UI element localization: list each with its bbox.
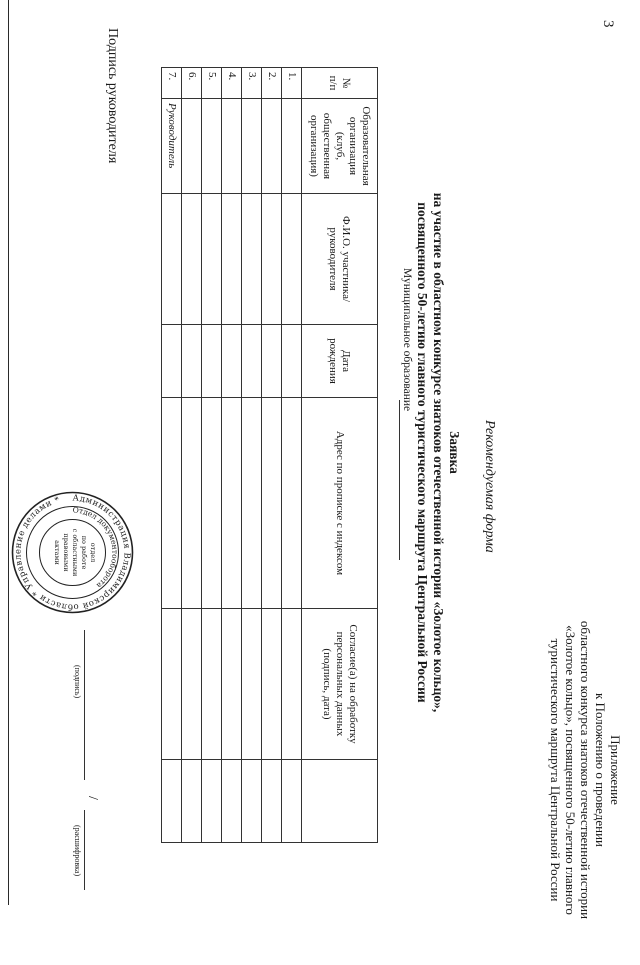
seal-middle-text: Отдел документооборота [72,505,120,591]
seal-center-line: отдел [89,542,97,563]
table-row [282,68,302,843]
table-cell[interactable] [282,760,302,843]
header-cell-extra [302,760,378,843]
page-number: 3 [600,20,616,28]
table-cell[interactable] [182,609,202,760]
header-cell-address: Адрес по прописке с индексом [302,398,378,609]
application-title: Заявка [447,431,462,474]
municipality-label: Муниципальное образование [401,268,413,412]
table-cell[interactable] [202,760,222,843]
seal-center-line: с областными [71,528,79,577]
table-row [242,68,262,843]
row-number: 3. [242,68,262,99]
appendix-line: туристического маршрута Центральной России [548,638,563,902]
table-cell[interactable] [222,325,242,398]
table-cell[interactable] [162,194,182,325]
table-cell[interactable] [282,609,302,760]
table-cell[interactable] [262,194,282,325]
header-cell-birth-date: Дата рождения [302,325,378,398]
municipality-fill-line [399,400,400,560]
table-cell[interactable] [222,398,242,609]
seal-center-line: актами [53,540,61,565]
appendix-line: к Положению о проведении [593,692,608,848]
signature-line [84,630,85,780]
table-cell[interactable] [242,99,262,194]
table-cell[interactable] [222,99,242,194]
table-cell[interactable] [282,99,302,194]
table-cell[interactable] [222,609,242,760]
table-row [262,68,282,843]
appendix-line: «Золотое кольцо», посвященного 50-летию главного [563,625,578,915]
recommended-form-label: Рекомендуемая форма [482,420,497,553]
signature-label: Подпись руководителя [105,28,120,164]
table-cell[interactable] [222,760,242,843]
signature-caption: (подпись) [73,665,82,699]
table-cell[interactable] [242,609,262,760]
application-title-block [414,0,462,905]
header-cell-organization: Образовательная организация (клуб, общественная организация) [302,99,378,194]
table-cell[interactable] [202,325,222,398]
table-row [162,68,182,843]
table-cell[interactable] [162,325,182,398]
seal-center-line: правовыми [62,533,70,572]
table-cell[interactable] [262,325,282,398]
appendix-line: Приложение [608,735,623,805]
row-number: 6. [182,68,202,99]
table-cell[interactable] [262,99,282,194]
header-cell-consent: Согласие(а) на обработку персональных данных (подпись, дата) [302,609,378,760]
header-cell-full-name: Ф.И.О. участника/руководителя [302,194,378,325]
row-number: 5. [202,68,222,99]
row-number: 4. [222,68,242,99]
table-cell[interactable] [182,325,202,398]
table-cell[interactable] [242,760,262,843]
row-number: 2. [262,68,282,99]
table-cell[interactable] [202,398,222,609]
table-row [182,68,202,843]
table-cell[interactable] [162,398,182,609]
table-cell[interactable] [202,194,222,325]
table-cell[interactable] [162,609,182,760]
application-subtitle: на участие в областном конкурсе знатоков отечественной истории «Золотое кольцо», [431,192,446,713]
appendix-line: областного конкурса знатоков отечественной истории [578,620,593,920]
appendix-header [548,575,623,965]
header-cell-number: № п/п [302,68,378,99]
table-cell[interactable] [182,398,202,609]
table-cell[interactable] [242,194,262,325]
table-cell[interactable] [162,760,182,843]
table-cell[interactable] [282,194,302,325]
table-row [202,68,222,843]
application-subtitle: посвященного 50-летию главного туристического маршрута Центральной России [415,202,430,703]
table-cell[interactable] [282,398,302,609]
decoding-line [84,810,85,890]
table-header-row [302,68,378,843]
official-seal-stamp [10,490,135,615]
application-table [161,67,378,843]
table-cell[interactable] [242,398,262,609]
seal-center-line: по работе [80,535,88,570]
table-cell[interactable] [262,760,282,843]
table-cell[interactable] [182,99,202,194]
decoding-caption: (расшифровка) [73,825,82,877]
table-cell[interactable] [282,325,302,398]
table-cell[interactable] [242,325,262,398]
table-cell[interactable] [202,609,222,760]
row-number: 7. [162,68,182,99]
table-cell[interactable] [182,760,202,843]
table-cell[interactable] [222,194,242,325]
signature-separator: / [85,796,100,800]
table-row [222,68,242,843]
seal-outer-text: Администрация Владимирской области * Управление делами * [13,493,132,612]
table-cell[interactable] [202,99,222,194]
table-cell[interactable] [262,609,282,760]
table-cell[interactable] [262,398,282,609]
table-cell[interactable] [182,194,202,325]
row-number: 1. [282,68,302,99]
leader-label-cell: Руководитель [162,99,182,194]
